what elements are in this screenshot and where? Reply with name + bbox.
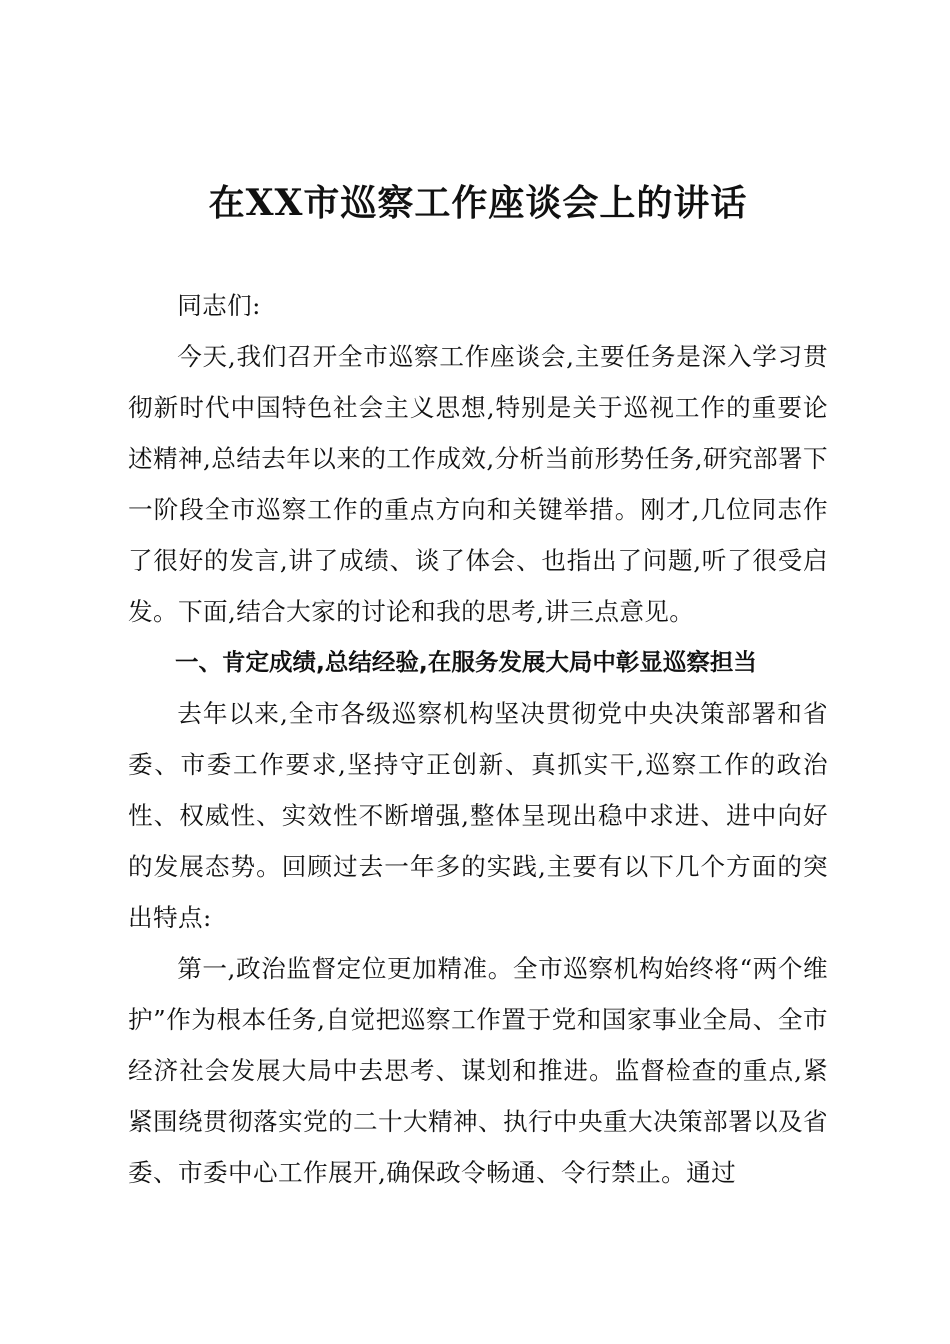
section-heading-1: 一、肯定成绩,总结经验,在服务发展大局中彰显巡察担当 <box>175 648 757 676</box>
document-title: 在XX市巡察工作座谈会上的讲话 <box>208 182 748 224</box>
paragraph-review: 去年以来,全市各级巡察机构坚决贯彻党中央决策部署和省委、市委工作要求,坚持守正创新、真抓实干,巡察工作的政治性、权威性、实效性不断增强,整体呈现出稳中求进、进中向好的发展态势。回顾过去一年多的实践,主要有以下几个方面的突出特点: <box>128 699 828 932</box>
paragraph-point-1: 第一,政治监督定位更加精准。全市巡察机构始终将“两个维护”作为根本任务,自觉把巡察工作置于党和国家事业全局、全市经济社会发展大局中去思考、谋划和推进。监督检查的重点,紧紧围绕贯彻落实党的二十大精神、执行中央重大决策部署以及省委、市委中心工作展开,确保政令畅通、令行禁止。通过 <box>128 954 828 1187</box>
salutation: 同志们: <box>177 291 261 320</box>
paragraph-intro: 今天,我们召开全市巡察工作座谈会,主要任务是深入学习贯彻新时代中国特色社会主义思想,特别是关于巡视工作的重要论述精神,总结去年以来的工作成效,分析当前形势任务,研究部署下一阶段全市巡察工作的重点方向和关键举措。刚才,几位同志作了很好的发言,讲了成绩、谈了体会、也指出了问题,听了很受启发。下面,结合大家的讨论和我的思考,讲三点意见。 <box>128 342 828 626</box>
document-body <box>128 280 828 1198</box>
